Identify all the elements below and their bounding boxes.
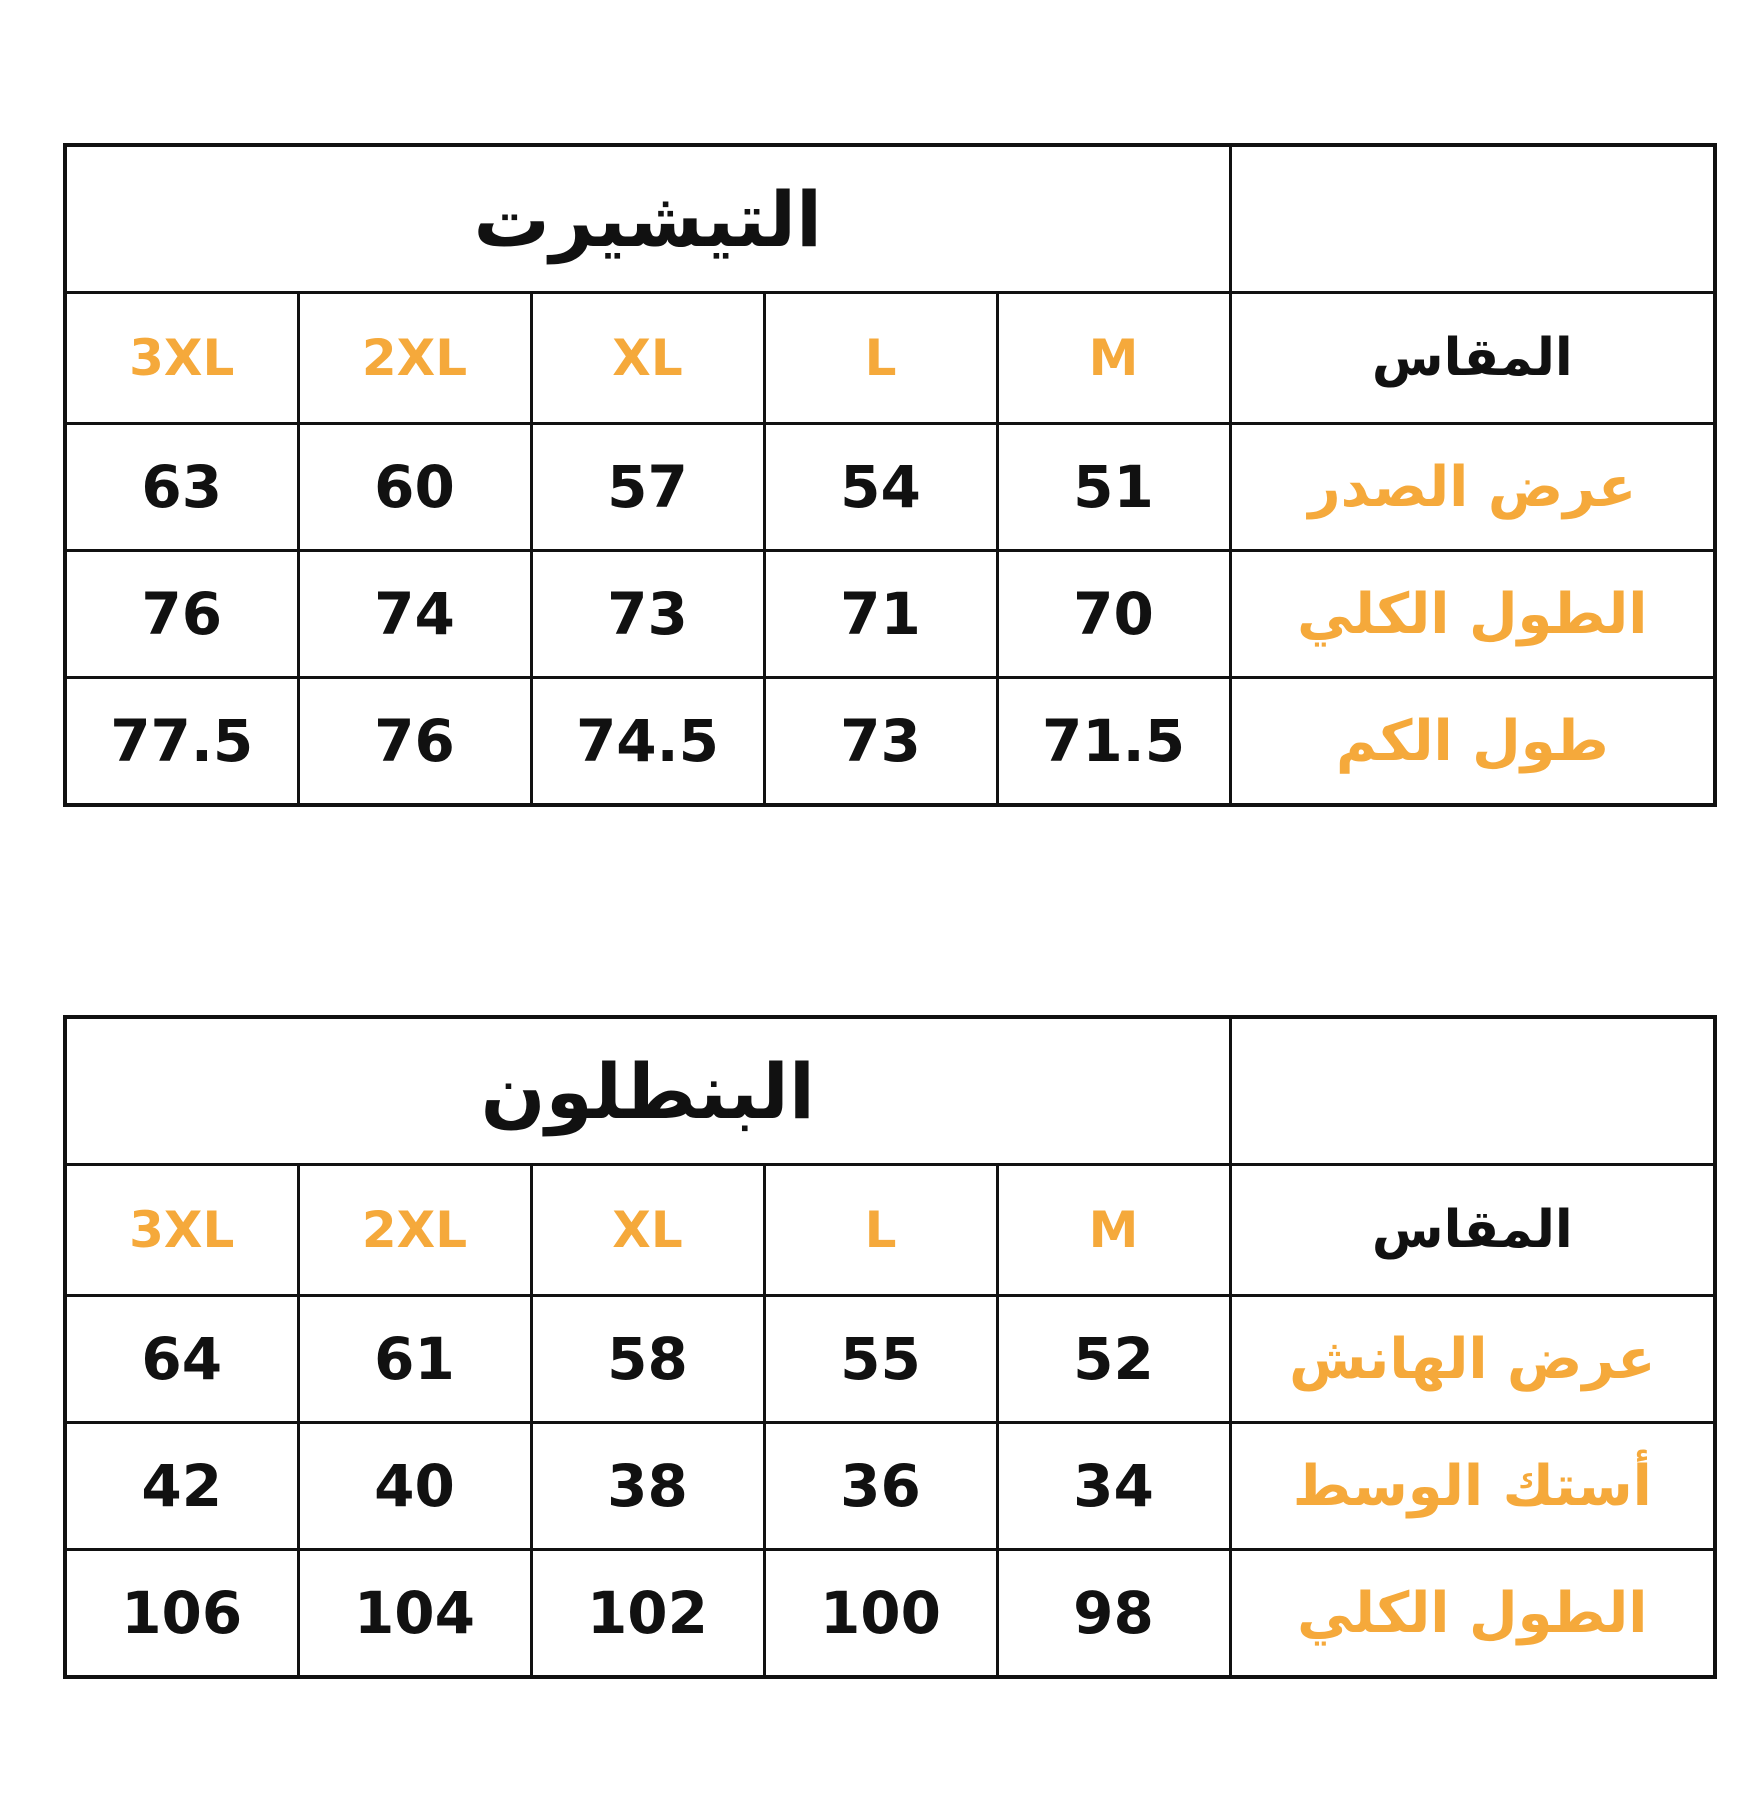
table-cell	[997, 1296, 1230, 1423]
row-label: عرض الصدر	[1308, 454, 1637, 520]
row-label: عرض الهانش	[1289, 1326, 1656, 1392]
cell-value: 106	[121, 1579, 243, 1647]
table-cell	[997, 678, 1230, 806]
size-label: M	[1088, 1201, 1139, 1259]
table-cell	[531, 551, 764, 678]
cell-value: 74.5	[575, 707, 720, 775]
cell-value: 71.5	[1041, 707, 1186, 775]
tshirt-size-m	[997, 293, 1230, 424]
table-cell	[531, 424, 764, 551]
table-cell	[531, 1296, 764, 1423]
cell-value: 102	[586, 1579, 709, 1647]
pants-size-header-row	[65, 1165, 1715, 1296]
tshirt-header-label-cell	[1230, 293, 1715, 424]
pants-title-cell	[65, 1017, 1230, 1165]
size-label: M	[1088, 329, 1139, 387]
pants-size-m	[997, 1165, 1230, 1296]
size-label: 2XL	[361, 329, 468, 387]
cell-value: 34	[1073, 1452, 1154, 1520]
row-label-cell	[1230, 424, 1715, 551]
pants-title-row	[65, 1017, 1715, 1165]
size-label: XL	[612, 329, 683, 387]
tshirt-size-header-row	[65, 293, 1715, 424]
table-cell	[764, 1296, 997, 1423]
row-label-cell	[1230, 1550, 1715, 1678]
table-cell	[764, 551, 997, 678]
table-cell	[65, 1296, 298, 1423]
tshirt-corner-cell	[1230, 145, 1715, 293]
pants-size-table	[63, 1015, 1717, 1679]
cell-value: 73	[607, 580, 688, 648]
tshirt-title-cell	[65, 145, 1230, 293]
table-cell	[997, 1423, 1230, 1550]
table-cell	[764, 1423, 997, 1550]
cell-value: 60	[374, 453, 455, 521]
row-label-cell	[1230, 1423, 1715, 1550]
table-cell	[65, 1423, 298, 1550]
tshirt-row-total-length	[65, 551, 1715, 678]
size-label: L	[864, 1201, 897, 1259]
size-label: 2XL	[361, 1201, 468, 1259]
table-cell	[65, 678, 298, 806]
tshirt-row-sleeve-length	[65, 678, 1715, 806]
row-label-cell	[1230, 1296, 1715, 1423]
size-label: 3XL	[129, 1201, 235, 1259]
pants-header-label-cell	[1230, 1165, 1715, 1296]
cell-value: 61	[374, 1325, 455, 1393]
pants-row-hip	[65, 1296, 1715, 1423]
cell-value: 36	[840, 1452, 921, 1520]
cell-value: 70	[1073, 580, 1154, 648]
table-cell	[764, 1550, 997, 1678]
cell-value: 52	[1073, 1325, 1154, 1393]
row-label: الطول الكلي	[1297, 581, 1648, 647]
cell-value: 71	[840, 580, 921, 648]
cell-value: 100	[819, 1579, 942, 1647]
pants-header-label: المقاس	[1371, 1200, 1573, 1260]
table-cell	[531, 678, 764, 806]
cell-value: 104	[353, 1579, 476, 1647]
tshirt-header-label: المقاس	[1371, 328, 1573, 388]
pants-row-waist	[65, 1423, 1715, 1550]
cell-value: 98	[1073, 1579, 1154, 1647]
table-cell	[298, 551, 531, 678]
table-cell	[997, 424, 1230, 551]
cell-value: 64	[141, 1325, 223, 1393]
size-label: L	[864, 329, 897, 387]
row-label-cell	[1230, 551, 1715, 678]
tshirt-size-xl	[531, 293, 764, 424]
cell-value: 38	[607, 1452, 688, 1520]
table-cell	[997, 551, 1230, 678]
cell-value: 73	[840, 707, 921, 775]
pants-size-l	[764, 1165, 997, 1296]
table-cell	[298, 678, 531, 806]
table-cell	[764, 678, 997, 806]
cell-value: 54	[840, 453, 921, 521]
table-cell	[531, 1550, 764, 1678]
table-cell	[298, 1296, 531, 1423]
cell-value: 57	[607, 453, 688, 521]
tshirt-title-row	[65, 145, 1715, 293]
cell-value: 40	[374, 1452, 455, 1520]
table-cell	[764, 424, 997, 551]
cell-value: 55	[840, 1325, 921, 1393]
table-cell	[298, 1423, 531, 1550]
table-cell	[298, 1550, 531, 1678]
pants-size-2xl	[298, 1165, 531, 1296]
table-cell	[65, 424, 298, 551]
row-label: الطول الكلي	[1297, 1580, 1648, 1646]
cell-value: 42	[141, 1452, 223, 1520]
pants-size-xl	[531, 1165, 764, 1296]
pants-title: البنطلون	[480, 1046, 815, 1136]
cell-value: 58	[607, 1325, 688, 1393]
tshirt-row-chest	[65, 424, 1715, 551]
table-cell	[531, 1423, 764, 1550]
row-label: طول الكم	[1335, 708, 1609, 774]
table-cell	[65, 551, 298, 678]
table-cell	[65, 1550, 298, 1678]
pants-row-total-length	[65, 1550, 1715, 1678]
row-label-cell	[1230, 678, 1715, 806]
size-label: 3XL	[129, 329, 235, 387]
cell-value: 63	[141, 453, 223, 521]
cell-value: 77.5	[110, 707, 254, 775]
cell-value: 76	[141, 580, 223, 648]
table-cell	[298, 424, 531, 551]
row-label: أستك الوسط	[1292, 1453, 1652, 1519]
cell-value: 76	[374, 707, 455, 775]
table-cell	[997, 1550, 1230, 1678]
pants-corner-cell	[1230, 1017, 1715, 1165]
tshirt-title: التيشيرت	[473, 174, 823, 264]
tshirt-size-l	[764, 293, 997, 424]
size-label: XL	[612, 1201, 683, 1259]
tshirt-size-3xl	[65, 293, 298, 424]
cell-value: 74	[374, 580, 455, 648]
pants-size-3xl	[65, 1165, 298, 1296]
tshirt-size-table	[63, 143, 1717, 807]
cell-value: 51	[1073, 453, 1154, 521]
tshirt-size-2xl	[298, 293, 531, 424]
